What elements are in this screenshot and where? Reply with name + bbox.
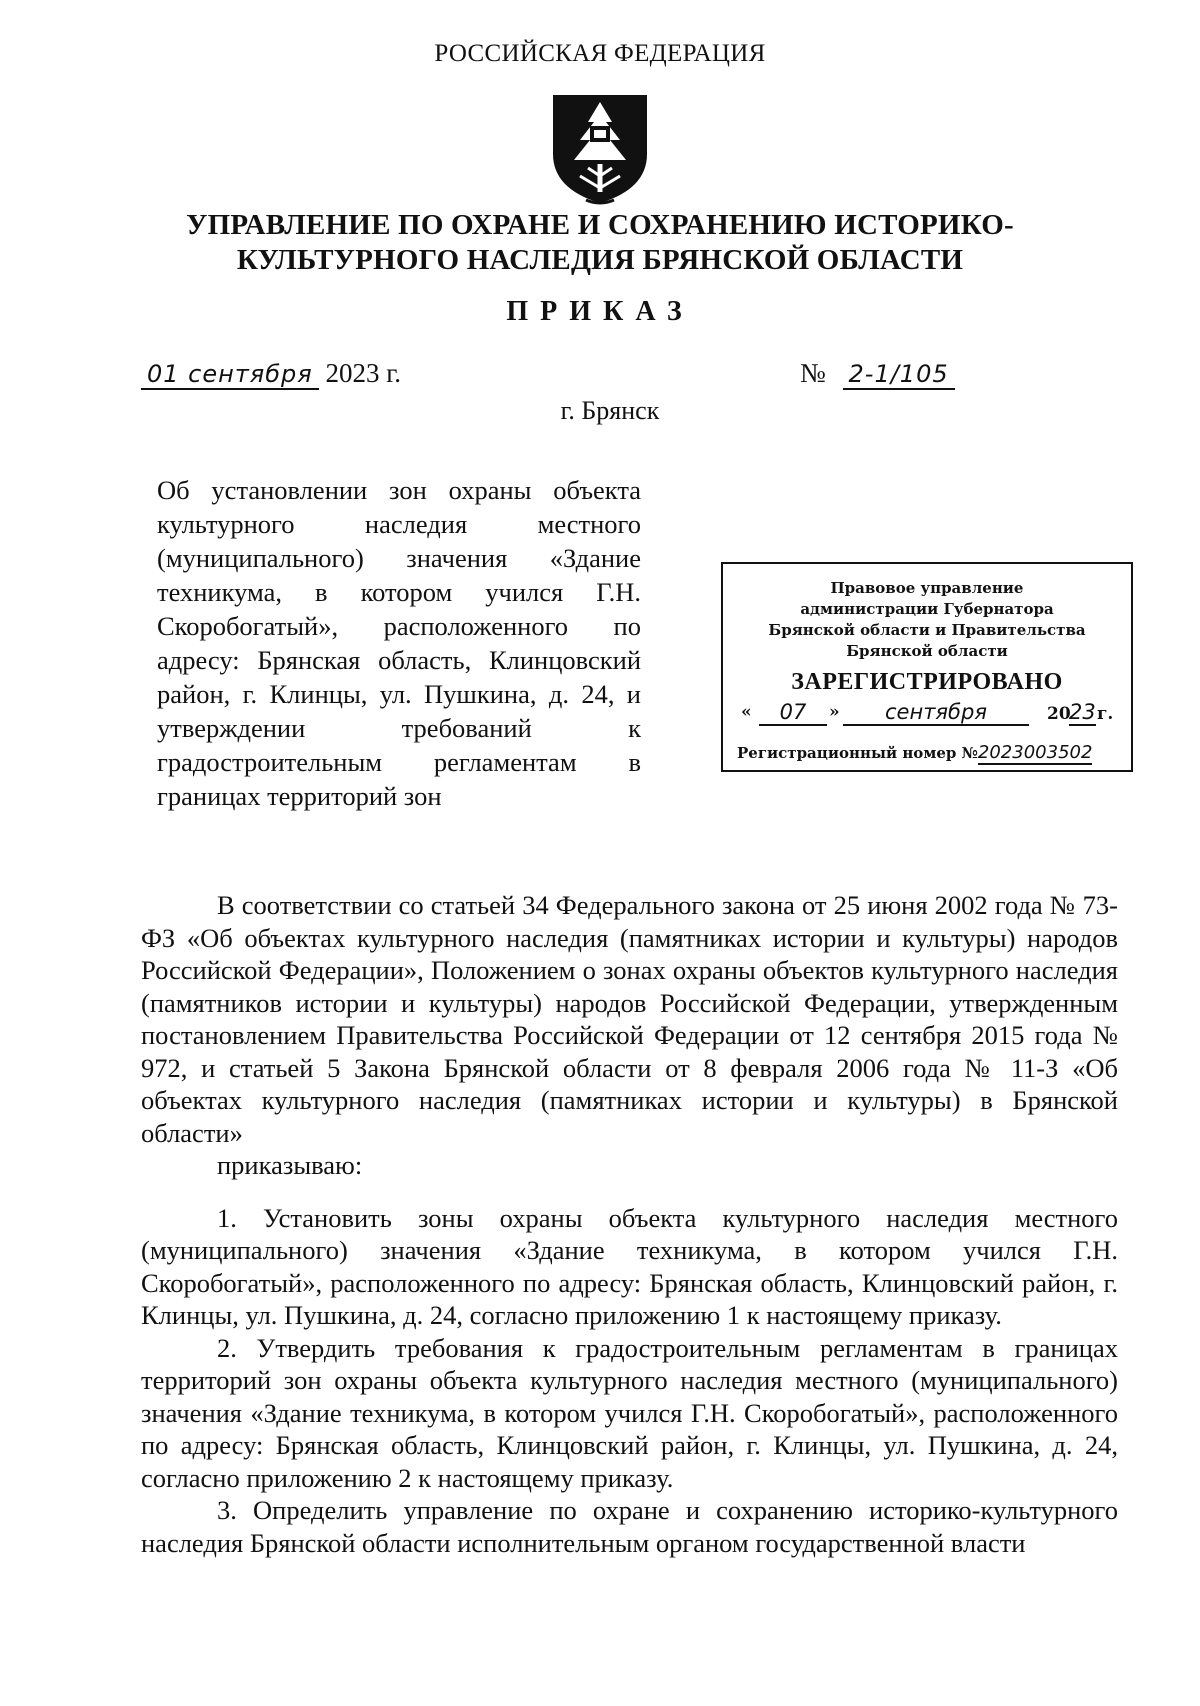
order-word: приказываю: [217,1150,363,1180]
order-item-3: 3. Определить управление по охране и сохранению историко-культурного наследия Брянской области исполнительным органом государственной власти [141,1495,1118,1558]
stamp-date: « 07 » сентября 20 23 г. [741,700,1114,724]
stamp-line1: Правовое управление [830,579,1024,597]
stamp-year: 23 [1069,700,1096,724]
stamp-line3: Брянской области и Правительства [768,621,1086,639]
country-header: РОССИЙСКАЯ ФЕДЕРАЦИЯ [434,40,766,67]
city: г. Брянск [560,396,660,425]
document-type: ПРИКАЗ [506,296,694,327]
stamp-year-prefix: 20 [1047,704,1071,724]
organization-name-line1: УПРАВЛЕНИЕ ПО ОХРАНЕ И СОХРАНЕНИЮ ИСТОРИКО- [186,209,1014,241]
order-item-2: 2. Утвердить требования к градостроительным регламентам в границах территорий зон охраны объекта культурного наследия местного (муниципального) значения «Здание техникума, в котором учился Г.Н. Скоробогатый», расположенного по адресу: Брянская область, Клинцовский район, г. Клинцы, ул. Пушкина, д. 24, согласно приложению 2 к настоящему приказу. [141,1332,1118,1493]
handwritten-number: 2-1/105 [843,360,955,390]
stamp-line2: администрации Губернатора [800,600,1054,618]
bryansk-coat-of-arms-icon [550,92,650,206]
stamp-line4: Брянской области [846,642,1008,660]
document-subject: Об установлении зон охраны объекта культурного наследия местного (муниципального) значения «Здание техникума, в котором учился Г.Н. Скоробогатый», расположенного по адресу: Брянская область, Клинцовский район, г. Клинцы, ул. Пушкина, д. 24, и утверждении требований к градостроительным регламентам в границах территорий зон [157,475,641,811]
order-date [141,358,401,390]
organization-name-line2: КУЛЬТУРНОГО НАСЛЕДИЯ БРЯНСКОЙ ОБЛАСТИ [236,244,964,276]
order-number [800,358,955,390]
organization-name [150,208,1050,278]
registration-stamp [721,562,1133,772]
number-prefix: № [800,358,826,388]
stamp-status: ЗАРЕГИСТРИРОВАНО [791,669,1063,695]
stamp-reg-label: Регистрационный номер № [737,744,978,762]
order-item-1: 1. Установить зоны охраны объекта культурного наследия местного (муниципального) значения «Здание техникума, в котором учился Г.Н. Скоробогатый», расположенного по адресу: Брянская область, Клинцовский район, г. Клинцы, ул. Пушкина, д. 24, согласно приложению 1 к настоящему приказу. [141,1202,1118,1330]
date-year: 2023 г. [325,358,401,388]
handwritten-date: 01 сентября [141,360,319,390]
stamp-day: 07 [759,700,827,726]
document-body [141,889,1118,1559]
stamp-year-suffix: г. [1097,704,1114,724]
stamp-reg-number: 2023003502 [977,742,1093,763]
stamp-registration-number [737,742,1092,763]
stamp-month: сентября [843,700,1029,726]
preamble-paragraph: В соответствии со статьей 34 Федерального закона от 25 июня 2002 года № 73-ФЗ «Об объектах культурного наследия (памятниках истории и культуры) народов Российской Федерации», Положением о зонах охраны объектов культурного наследия (памятников истории и культуры) народов Российской Федерации, утвержденным постановлением Правительства Российской Федерации от 12 сентября 2015 года № 972, и статьей 5 Закона Брянской области от 8 февраля 2006 года № 11-З «Об объектах культурного наследия (памятниках истории и культуры) в Брянской области» [141,890,1118,1148]
